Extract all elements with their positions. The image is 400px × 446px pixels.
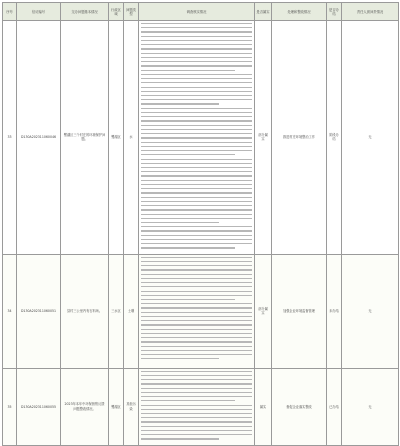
header-done: 是否办结: [327, 3, 342, 21]
cell-handling: 督促企业落实整改: [272, 368, 327, 445]
cell-truth: 部分属实: [255, 21, 272, 255]
cell-seq: 33: [3, 21, 17, 255]
cell-investigation-text: [139, 254, 255, 368]
cell-investigation-text: [139, 368, 255, 445]
cell-truth: 部分属实: [255, 254, 272, 368]
table-row: [3, 368, 399, 445]
cell-region: 三水区: [109, 254, 124, 368]
petition-table: [2, 2, 399, 446]
cell-handling: 推进村庄环境整治工作: [272, 21, 327, 255]
cell-investigation-text: [139, 21, 255, 255]
cell-type: 其他污染: [124, 368, 139, 445]
cell-region: 鹭湖区: [109, 368, 124, 445]
header-truth: 是否属实: [255, 3, 272, 21]
cell-seq: 35: [3, 368, 17, 445]
cell-handling: 加强企业环境监督管理: [272, 254, 327, 368]
header-handling: 处理和整改情况: [272, 3, 327, 21]
table-row: [3, 21, 399, 255]
header-region: 行政区域: [109, 3, 124, 21]
cell-code: D130A202311060051: [17, 254, 61, 368]
cell-accountability: 无: [342, 368, 399, 445]
cell-summary: 2023年本年中环保督察反馈问题整改情况。: [61, 368, 109, 445]
cell-accountability: 无: [342, 254, 399, 368]
cell-done: 未办结: [327, 254, 342, 368]
header-summary: 交办问题基本情况: [61, 3, 109, 21]
table-header-row: [3, 3, 399, 21]
cell-done: 阶段办结: [327, 21, 342, 255]
cell-done: 已办结: [327, 368, 342, 445]
cell-summary: 鹭湖区三个村庄的环境保护问题。: [61, 21, 109, 255]
header-accountability: 责任人被问责情况: [342, 3, 399, 21]
cell-type: 土壤: [124, 254, 139, 368]
header-seq: 序号: [3, 3, 17, 21]
header-code: 信访编号: [17, 3, 61, 21]
table-row: [3, 254, 399, 368]
cell-accountability: 无: [342, 21, 399, 255]
cell-truth: 属实: [255, 368, 272, 445]
cell-type: 水: [124, 21, 139, 255]
cell-code: D130A202311060055: [17, 368, 61, 445]
cell-region: 鹭湖区: [109, 21, 124, 255]
header-type: 问题类型: [124, 3, 139, 21]
cell-code: D130A202311060046: [17, 21, 61, 255]
cell-seq: 34: [3, 254, 17, 368]
cell-summary: 县村三公里内有石料场。: [61, 254, 109, 368]
header-investigation: 调查核实情况: [139, 3, 255, 21]
